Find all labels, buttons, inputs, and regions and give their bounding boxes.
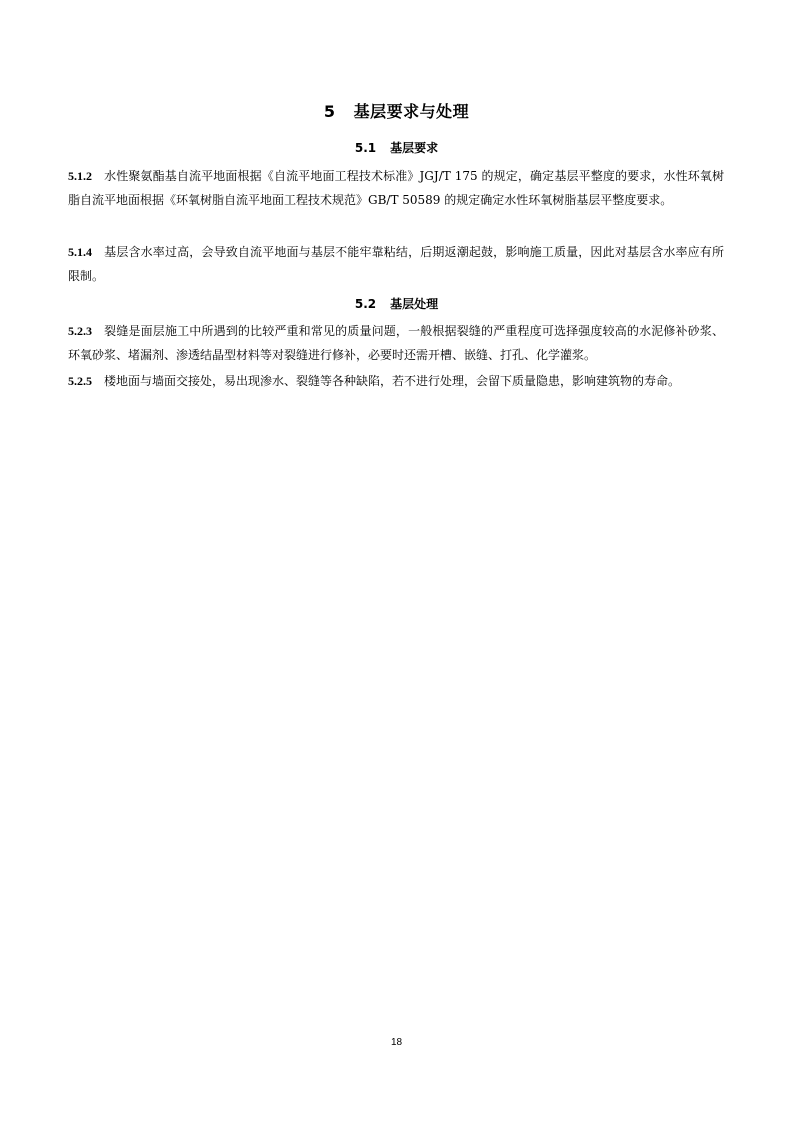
clause-text: 楼地面与墙面交接处，易出现渗水、裂缝等各种缺陷，若不进行处理，会留下质量隐患，影响建筑物的寿命。 bbox=[104, 374, 681, 388]
clause-5-2-3 bbox=[68, 319, 724, 367]
clause-5-2-5 bbox=[68, 369, 724, 393]
page-number: 18 bbox=[390, 1037, 403, 1048]
clause-number: 5.1.2 bbox=[68, 169, 92, 183]
section-title-5-2 bbox=[0, 296, 793, 312]
clause-text: 水性聚氨酯基自流平地面根据《自流平地面工程技术标准》JGJ/T 175 的规定，确定基层平整度的要求，水性环氧树脂自流平地面根据《环氧树脂自流平地面工程技术规范》GB/T 50589 的规定确定水性环氧树脂基层平整度要求。 bbox=[68, 169, 724, 207]
section-title-5-1 bbox=[0, 140, 793, 156]
clause-text: 基层含水率过高，会导致自流平地面与基层不能牢靠粘结，后期返潮起鼓，影响施工质量，因此对基层含水率应有所限制。 bbox=[68, 245, 724, 283]
section-title-text: 基层处理 bbox=[390, 297, 439, 311]
clause-number: 5.1.4 bbox=[68, 245, 92, 259]
clause-number: 5.2.3 bbox=[68, 324, 92, 338]
chapter-title-text: 基层要求与处理 bbox=[353, 102, 470, 121]
clause-5-1-2 bbox=[68, 164, 724, 212]
section-number: 5.2 bbox=[354, 297, 377, 311]
chapter-title bbox=[0, 101, 793, 123]
section-title-text: 基层要求 bbox=[390, 141, 439, 155]
chapter-number: 5 bbox=[323, 102, 336, 121]
section-number: 5.1 bbox=[354, 141, 377, 155]
clause-number: 5.2.5 bbox=[68, 374, 92, 388]
clause-text: 裂缝是面层施工中所遇到的比较严重和常见的质量问题，一般根据裂缝的严重程度可选择强度较高的水泥修补砂浆、环氧砂浆、堵漏剂、渗透结晶型材料等对裂缝进行修补，必要时还需开槽、嵌缝、打孔、化学灌浆。 bbox=[68, 324, 724, 362]
clause-5-1-4 bbox=[68, 240, 724, 288]
